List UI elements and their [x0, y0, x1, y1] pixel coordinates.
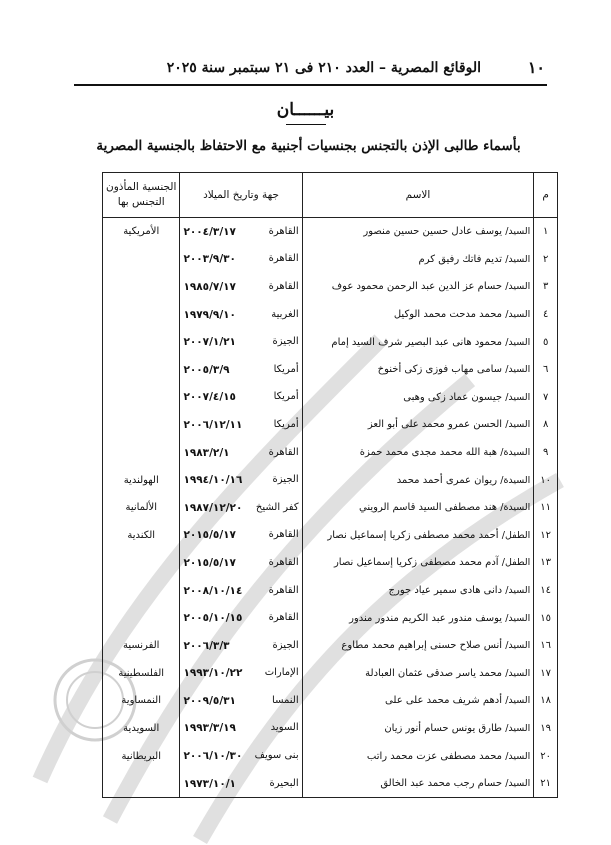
row-date: ٢٠٠٥/٣/٩ — [183, 363, 230, 376]
row-name: أحمد محمد مصطفى زكريا إسماعيل نصار — [327, 529, 499, 541]
row-place: الجيزة — [272, 474, 299, 486]
row-place-date-cell — [180, 439, 302, 467]
row-number: ٢ — [534, 246, 558, 274]
table-row — [103, 411, 558, 439]
table-row — [103, 742, 558, 770]
row-date: ١٩٧٣/١٠/١ — [183, 777, 236, 790]
row-name: جيسون عماد زكى وهبى — [403, 391, 503, 403]
row-number: ١٣ — [534, 549, 558, 577]
row-title: السيدة/ — [500, 474, 531, 486]
row-place-date-cell — [180, 770, 302, 798]
row-nationality: الفرنسية — [103, 632, 180, 660]
row-number: ١٢ — [534, 522, 558, 550]
row-date: ٢٠٠٩/٥/٣١ — [183, 694, 236, 707]
header-nationality-line1: الجنسية المأذون — [106, 181, 177, 193]
row-date: ٢٠٠٤/٣/١٧ — [183, 225, 236, 238]
row-place-date-cell — [180, 328, 302, 356]
table-row — [103, 218, 558, 246]
row-name-cell — [302, 411, 534, 439]
row-number: ١٦ — [534, 632, 558, 660]
row-nationality: الكندية — [103, 522, 180, 550]
table-row — [103, 301, 558, 329]
table-header-row — [103, 173, 558, 218]
row-date: ٢٠٠٧/١/٢١ — [183, 336, 236, 349]
row-number: ٢٠ — [534, 742, 558, 770]
row-name-cell — [302, 522, 534, 550]
row-nationality — [103, 384, 180, 412]
row-name-cell — [302, 577, 534, 605]
table-row — [103, 632, 558, 660]
row-number: ١٩ — [534, 715, 558, 743]
row-date: ٢٠٠٣/٩/٣٠ — [183, 253, 236, 266]
row-number: ٩ — [534, 439, 558, 467]
header-name: الاسم — [302, 173, 534, 218]
applicants-table — [102, 172, 558, 798]
row-name-cell — [302, 246, 534, 274]
row-name: محمد ياسر صدقى عثمان العبادلة — [365, 667, 503, 679]
row-place: النمسا — [272, 694, 299, 706]
row-number: ١ — [534, 218, 558, 246]
row-name-cell — [302, 328, 534, 356]
row-name: حسام رجب محمد عبد الخالق — [380, 778, 503, 790]
row-date: ١٩٨٧/١٢/٢٠ — [183, 501, 243, 514]
header-place-date: جهة وتاريخ الميلاد — [180, 173, 302, 218]
row-date: ١٩٩٣/٣/١٩ — [183, 722, 236, 735]
row-nationality — [103, 356, 180, 384]
header-nationality — [103, 173, 180, 218]
row-nationality: النمساوية — [103, 687, 180, 715]
table-row — [103, 328, 558, 356]
row-date: ١٩٧٩/٩/١٠ — [183, 308, 236, 321]
row-nationality — [103, 411, 180, 439]
row-nationality — [103, 273, 180, 301]
row-title: السيد/ — [505, 612, 531, 624]
row-place: أمريكا — [273, 363, 299, 375]
row-place-date-cell — [180, 494, 302, 522]
row-nationality: الهولندية — [103, 466, 180, 494]
document-subtitle: بأسماء طالبى الإذن بالتجنس بجنسيات أجنبية مع الاحتفاظ بالجنسية المصرية — [96, 138, 521, 154]
row-name: هند مصطفى السيد قاسم الرويني — [359, 502, 498, 514]
row-name-cell — [302, 604, 534, 632]
row-nationality — [103, 770, 180, 798]
row-place: القاهرة — [268, 253, 299, 265]
row-name: حسام عز الدين عبد الرحمن محمود عوف — [331, 281, 503, 293]
row-name-cell — [302, 770, 534, 798]
row-place-date-cell — [180, 301, 302, 329]
row-nationality — [103, 549, 180, 577]
row-place-date-cell — [180, 577, 302, 605]
table-row — [103, 522, 558, 550]
row-name: يوسف مندور عبد الكريم مندور مندور — [349, 612, 503, 624]
row-place: الإمارات — [264, 667, 299, 679]
row-number: ٧ — [534, 384, 558, 412]
row-name: دانى هادى سمير عياد جورج — [388, 585, 503, 597]
table-row — [103, 577, 558, 605]
row-title: الطفل/ — [501, 557, 531, 569]
row-title: السيد/ — [505, 309, 531, 321]
row-place-date-cell — [180, 604, 302, 632]
header-nationality-line2: التجنس بها — [117, 196, 165, 208]
row-title: السيدة/ — [500, 502, 531, 514]
row-place-date-cell — [180, 466, 302, 494]
table-row — [103, 549, 558, 577]
row-place: أمريكا — [273, 418, 299, 430]
page-number: ١٠ — [527, 58, 545, 77]
row-place: القاهرة — [268, 446, 299, 458]
table-row — [103, 356, 558, 384]
row-name: محمد مدحت محمد الوكيل — [393, 309, 503, 321]
row-title: السيد/ — [505, 364, 531, 376]
row-place-date-cell — [180, 273, 302, 301]
row-name: أنس صلاح حسنى إبراهيم محمد مطاوع — [341, 640, 503, 652]
row-title: السيد/ — [505, 695, 531, 707]
row-nationality: الفلسطينية — [103, 660, 180, 688]
row-title: السيد/ — [505, 585, 531, 597]
row-name-cell — [302, 439, 534, 467]
row-nationality — [103, 577, 180, 605]
row-title: السيد/ — [505, 722, 531, 734]
header-rule — [74, 84, 547, 86]
row-name-cell — [302, 687, 534, 715]
row-name: الحسن عمرو محمد على أبو العز — [367, 419, 503, 431]
row-date: ٢٠٠٦/١٢/١١ — [183, 418, 243, 431]
row-place-date-cell — [180, 687, 302, 715]
row-name-cell — [302, 632, 534, 660]
row-name: هبة الله محمد مجدى محمد حمزة — [359, 447, 498, 459]
table-row — [103, 687, 558, 715]
row-place-date-cell — [180, 742, 302, 770]
table-row — [103, 604, 558, 632]
row-place-date-cell — [180, 549, 302, 577]
row-number: ١٤ — [534, 577, 558, 605]
row-place: أمريكا — [273, 391, 299, 403]
row-date: ١٩٩٤/١٠/١٦ — [183, 474, 243, 487]
row-name-cell — [302, 715, 534, 743]
row-place: القاهرة — [268, 225, 299, 237]
table-row — [103, 273, 558, 301]
row-place: القاهرة — [268, 584, 299, 596]
row-date: ١٩٩٣/١٠/٢٢ — [183, 667, 243, 680]
row-date: ٢٠٠٥/١٠/١٥ — [183, 612, 243, 625]
row-place-date-cell — [180, 356, 302, 384]
row-number: ١٥ — [534, 604, 558, 632]
row-place: القاهرة — [268, 556, 299, 568]
row-place: الغربية — [271, 308, 299, 320]
row-nationality: الألمانية — [103, 494, 180, 522]
row-place: بنى سويف — [254, 750, 299, 762]
row-title: الطفل/ — [501, 529, 531, 541]
row-number: ١٨ — [534, 687, 558, 715]
row-name-cell — [302, 384, 534, 412]
row-date: ٢٠٠٦/١٠/٣٠ — [183, 750, 243, 763]
row-date: ٢٠٠٨/١٠/١٤ — [183, 584, 243, 597]
row-place: القاهرة — [268, 612, 299, 624]
row-number: ٤ — [534, 301, 558, 329]
row-title: السيد/ — [505, 391, 531, 403]
row-place-date-cell — [180, 660, 302, 688]
row-place-date-cell — [180, 522, 302, 550]
row-name-cell — [302, 466, 534, 494]
row-date: ١٩٨٥/٧/١٧ — [183, 280, 236, 293]
row-name-cell — [302, 549, 534, 577]
row-title: السيدة/ — [500, 447, 531, 459]
row-nationality — [103, 439, 180, 467]
row-place-date-cell — [180, 715, 302, 743]
row-title: السيد/ — [505, 336, 531, 348]
row-name-cell — [302, 356, 534, 384]
table-row — [103, 770, 558, 798]
row-nationality — [103, 328, 180, 356]
row-number: ١٧ — [534, 660, 558, 688]
row-place: كفر الشيخ — [255, 501, 299, 513]
row-name-cell — [302, 301, 534, 329]
row-nationality: البريطانية — [103, 742, 180, 770]
row-title: السيد/ — [505, 667, 531, 679]
row-nationality — [103, 246, 180, 274]
row-date: ١٩٨٣/٢/١ — [183, 446, 230, 459]
row-nationality — [103, 604, 180, 632]
row-name: يوسف عادل حسين حسين منصور — [363, 226, 503, 238]
row-name-cell — [302, 660, 534, 688]
row-title: السيد/ — [505, 778, 531, 790]
row-title: السيد/ — [505, 253, 531, 265]
row-number: ٣ — [534, 273, 558, 301]
row-name: ريوان عمرى أحمد محمد — [396, 474, 498, 486]
row-date: ٢٠٠٦/٣/٣ — [183, 639, 230, 652]
row-number: ١٠ — [534, 466, 558, 494]
row-title: السيد/ — [505, 281, 531, 293]
row-number: ٨ — [534, 411, 558, 439]
row-name-cell — [302, 273, 534, 301]
row-place-date-cell — [180, 411, 302, 439]
row-name: محمود هانى عبد البصير شرف السيد إمام — [331, 336, 503, 348]
row-name-cell — [302, 218, 534, 246]
row-place-date-cell — [180, 632, 302, 660]
row-name: أدهم شريف محمد على على — [385, 695, 503, 707]
statement-underline — [286, 124, 326, 125]
row-place: البحيرة — [269, 777, 299, 789]
table-row — [103, 494, 558, 522]
row-name-cell — [302, 494, 534, 522]
row-place-date-cell — [180, 384, 302, 412]
row-name: تديم فاتك رفيق كرم — [418, 253, 503, 265]
table-row — [103, 715, 558, 743]
row-number: ٥ — [534, 328, 558, 356]
row-nationality: السويدية — [103, 715, 180, 743]
table-row — [103, 439, 558, 467]
header-num: م — [534, 173, 558, 218]
row-name: محمد مصطفى عزت محمد راتب — [366, 750, 503, 762]
row-name: آدم محمد مصطفى زكريا إسماعيل نصار — [333, 557, 499, 569]
row-number: ٢١ — [534, 770, 558, 798]
table-row — [103, 466, 558, 494]
row-place: الجيزة — [272, 336, 299, 348]
row-title: السيد/ — [505, 419, 531, 431]
row-title: السيد/ — [505, 640, 531, 652]
row-place: الجيزة — [272, 639, 299, 651]
row-place-date-cell — [180, 246, 302, 274]
table-row — [103, 246, 558, 274]
row-date: ٢٠١٥/٥/١٧ — [183, 529, 236, 542]
row-place: القاهرة — [268, 280, 299, 292]
row-place-date-cell — [180, 218, 302, 246]
row-name: سامى مهاب فوزى زكى أخنوخ — [377, 364, 503, 376]
row-title: السيد/ — [505, 750, 531, 762]
statement-heading: بيــــــان — [276, 100, 335, 120]
table-row — [103, 384, 558, 412]
row-number: ١١ — [534, 494, 558, 522]
row-place: القاهرة — [268, 529, 299, 541]
row-date: ٢٠٠٧/٤/١٥ — [183, 391, 236, 404]
row-nationality: الأمريكية — [103, 218, 180, 246]
row-name: طارق يونس حسام أنور زيان — [384, 722, 503, 734]
header-title: الوقائع المصرية – العدد ٢١٠ فى ٢١ سبتمبر سنة ٢٠٢٥ — [166, 60, 481, 76]
table-row — [103, 660, 558, 688]
row-nationality — [103, 301, 180, 329]
row-title: السيد/ — [505, 226, 531, 238]
row-number: ٦ — [534, 356, 558, 384]
row-place: السويد — [270, 722, 299, 734]
row-date: ٢٠١٥/٥/١٧ — [183, 556, 236, 569]
row-name-cell — [302, 742, 534, 770]
